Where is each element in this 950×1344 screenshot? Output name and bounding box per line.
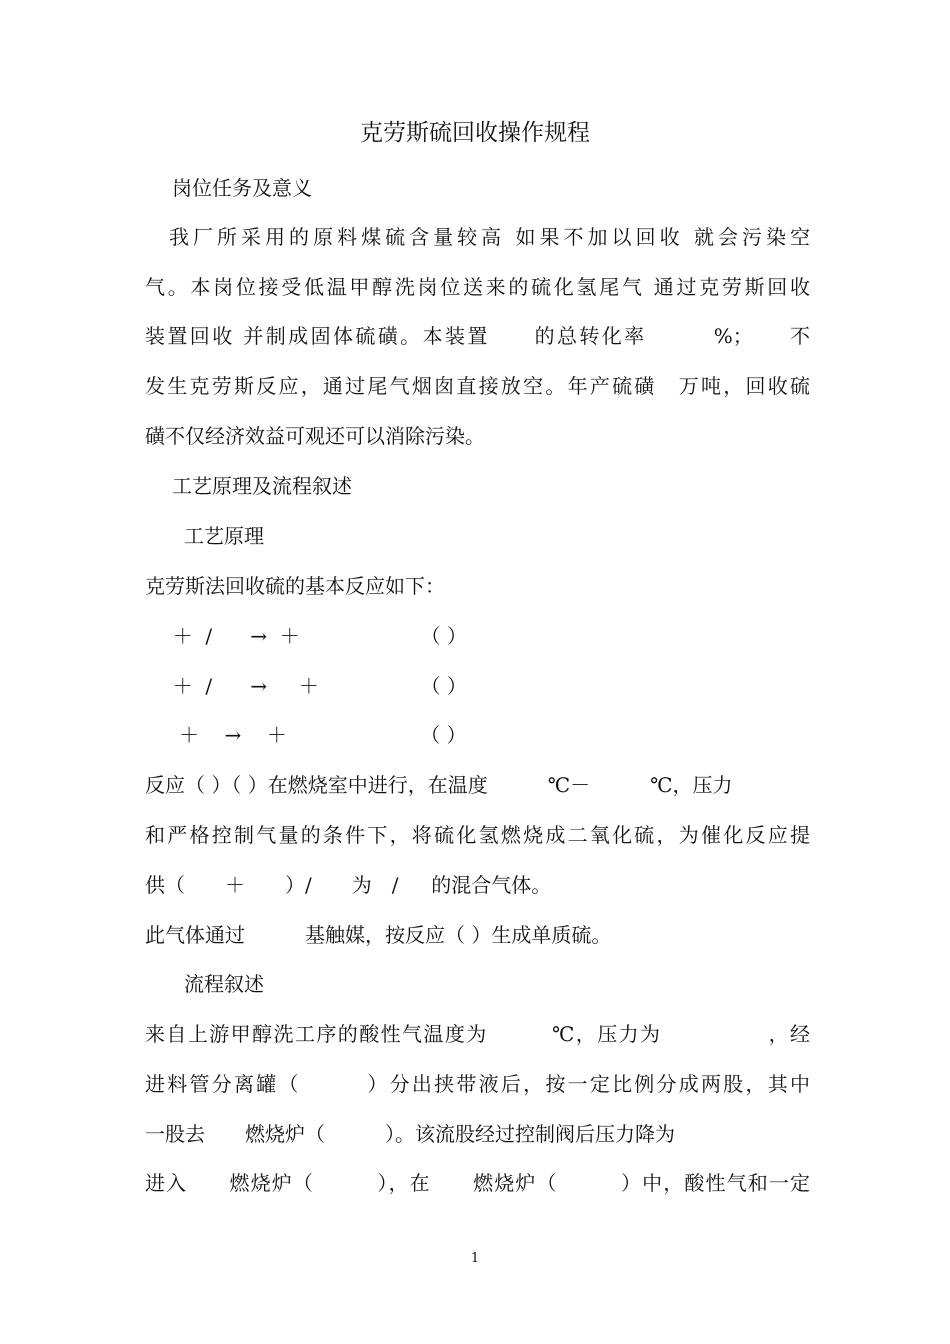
section-heading-process: 工艺原理及流程叙述 (172, 474, 352, 498)
section-heading-task: 岗位任务及意义 (172, 176, 312, 200)
subsection-heading-flow: 流程叙述 (184, 972, 264, 996)
paragraph-line: 进料管分离罐（ ）分出挟带液后，按一定比例分成两股，其中 (145, 1072, 810, 1096)
paragraph-line: 反应（ ）（ ）在燃烧室中进行，在温度 ℃－ ℃，压力 (145, 773, 733, 797)
page-number: 1 (470, 1251, 480, 1266)
paragraph-line: 气。本岗位接受低温甲醇洗岗位送来的硫化氢尾气 通过克劳斯回收 (145, 275, 810, 299)
paragraph-line: 磺不仅经济效益可观还可以消除污染。 (145, 424, 485, 448)
paragraph-line: 进入 燃烧炉（ ），在 燃烧炉（ ）中，酸性气和一定 (145, 1171, 810, 1195)
paragraph-line: 此气体通过 基触媒，按反应（ ）生成单质硫。 (145, 923, 612, 947)
subsection-heading-principle: 工艺原理 (184, 524, 264, 548)
paragraph-line: 发生克劳斯反应，通过尾气烟囱直接放空。年产硫磺 万吨，回收硫 (145, 374, 810, 398)
reaction-equation: ＋ / → ＋ （ ） (160, 674, 467, 698)
reaction-equation: ＋ → ＋ （ ） (160, 723, 467, 747)
paragraph-line: 一股去 燃烧炉（ ）。该流股经过控制阀后压力降为 (145, 1122, 675, 1146)
document-title: 克劳斯硫回收操作规程 (360, 120, 590, 146)
paragraph-line: 和严格控制气量的条件下，将硫化氢燃烧成二氧化硫，为催化反应提 (145, 823, 810, 847)
paragraph-line: 装置回收 并制成固体硫磺。本装置 的总转化率 %； 不 (145, 324, 810, 348)
reaction-intro: 克劳斯法回收硫的基本反应如下： (145, 574, 445, 598)
reaction-equation: ＋ / → ＋ （ ） (160, 624, 467, 648)
paragraph-line: 来自上游甲醇洗工序的酸性气温度为 ℃，压力为 ，经 (145, 1022, 810, 1046)
paragraph-line: 我厂所采用的原料煤硫含量较高 如果不加以回收 就会污染空 (145, 225, 810, 249)
paragraph-line: 供（ ＋ ）/ 为 / 的混合气体。 (145, 873, 552, 897)
